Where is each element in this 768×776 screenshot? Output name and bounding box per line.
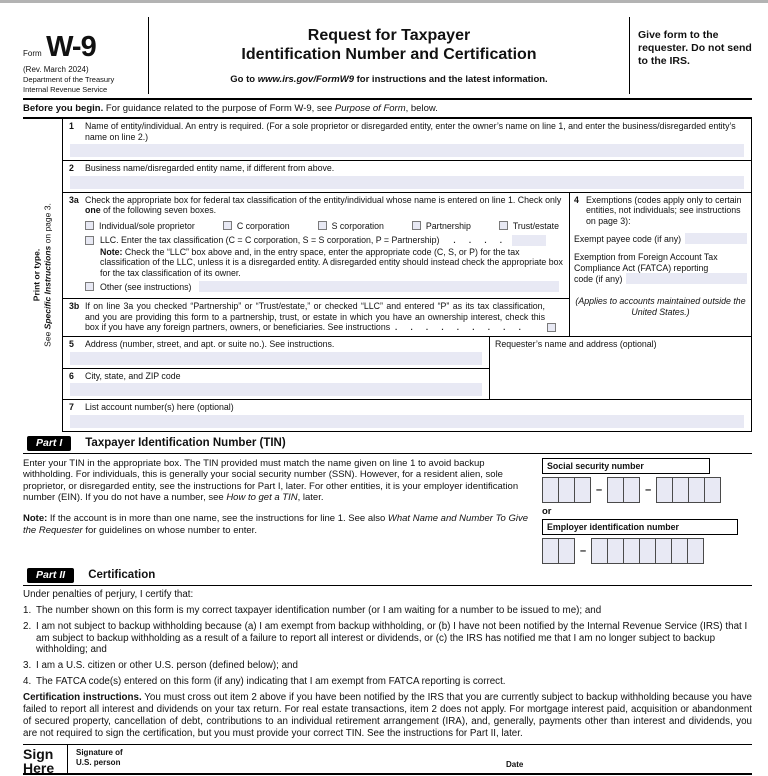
form-id-block [23, 17, 148, 94]
fatca-label: Exemption from Foreign Account Tax Compliance Act (FATCA) reporting [574, 252, 718, 273]
signature-area[interactable]: Signature of U.S. person Date [68, 745, 752, 773]
line3a-number: 3a [69, 194, 79, 205]
department-line1: Department of the Treasury [23, 75, 115, 84]
ein-cells [542, 538, 752, 564]
form-title: Request for Taxpayer Identification Number and Certification [241, 27, 537, 63]
checkbox-item-individual: Individual/sole proprietor [85, 221, 195, 231]
line6-label: City, state, and ZIP code [85, 370, 181, 381]
line3a-label: Check the appropriate box for federal tax classification of the entity/individual whose name is entered on line 1. Check only one of the following seven boxes. [85, 194, 562, 216]
part1-badge: Part I [27, 436, 71, 451]
certification-instructions: Certification instructions. You must cross out item 2 above if you have been notified by the IRS that you are currently subject to backup withholding because you have failed to report all interest and dividends on your tax return. For real estate transactions, item 2 does not apply. For mortgage interest paid, acquisition or abandonment of secured property, cancellation of debt, contributions to an individual retirement arrangement (IRA), and, generally, payments other than interest and dividends, you are not required to sign the certification, but you must provide your correct TIN. See the instructions for Part II, later. [23, 692, 752, 740]
city-state-zip-field[interactable] [70, 383, 482, 396]
certification-item-4: 4. The FATCA code(s) entered on this form (if any) indicating that I am exempt from FATCA reporting is correct. [23, 676, 506, 688]
line5-label: Address (number, street, and apt. or suite no.). See instructions. [85, 339, 335, 350]
llc-note: Note: Check the “LLC” box above and, in the entry space, enter the appropriate code (C, S, or P) for the tax classification of the LLC, unless it is a disregarded entity. A disregarded entity should instead check the appropriate box for the tax classification of its owner. [100, 246, 563, 278]
line2-number: 2 [69, 163, 74, 174]
classification-section [63, 193, 751, 337]
requester-box[interactable] [489, 337, 751, 399]
part2-badge: Part II [27, 568, 74, 583]
ssn-cell[interactable] [607, 477, 624, 503]
ssn-dash: – [645, 483, 652, 496]
fatca-code-field[interactable] [626, 273, 747, 284]
requester-label: Requester’s name and address (optional) [495, 339, 657, 350]
line3b-block [63, 299, 569, 336]
part1-header [23, 433, 752, 454]
ssn-cell[interactable] [656, 477, 673, 503]
partnership-checkbox[interactable] [412, 221, 421, 230]
ein-cell[interactable] [671, 538, 688, 564]
llc-label: LLC. Enter the tax classification (C = C corporation, S = S corporation, P = Partnership) [100, 235, 440, 246]
exempt-payee-code-field[interactable] [685, 233, 747, 244]
ein-cell[interactable] [655, 538, 672, 564]
line2-business-name-field[interactable] [70, 176, 744, 189]
sign-here-section [23, 744, 752, 775]
line4-exemptions-block [569, 193, 751, 336]
line7-number: 7 [69, 402, 74, 413]
ssn-cell[interactable] [558, 477, 575, 503]
line3b-label: If on line 3a you checked “Partnership” or “Trust/estate,” or checked “LLC” and entered “P” as its tax classification, and you are providing this form to a partnership, trust, or estate in which you have an ownership interest, check this box if you have any foreign partners, owners, or beneficiaries. See instructions . . . . . . . . . [85, 301, 545, 333]
irs-url-link[interactable]: www.irs.gov/FormW9 [257, 73, 354, 85]
date-label: Date [506, 759, 524, 769]
trust-estate-checkbox[interactable] [499, 221, 508, 230]
line2-label: Business name/disregarded entity name, if different from above. [85, 163, 335, 174]
other-entry-field[interactable] [199, 281, 559, 292]
line1-label: Name of entity/individual. An entry is required. (For a sole proprietor or disregarded entity, enter the owner’s name on line 1, and enter the business/disregarded entity’s name on line 2.) [85, 121, 736, 142]
llc-classification-entry[interactable] [512, 235, 546, 246]
ein-cell[interactable] [623, 538, 640, 564]
certification-item-1: 1. The number shown on this form is my correct taxpayer identification number (or I am waiting for a number to be issued to me); and [23, 604, 602, 616]
part2-header [23, 565, 752, 586]
form-word: Form [23, 49, 42, 58]
ein-cell[interactable] [687, 538, 704, 564]
s-corporation-checkbox[interactable] [318, 221, 327, 230]
ssn-cell[interactable] [688, 477, 705, 503]
line5-row [63, 337, 489, 369]
before-lead: Before you begin. [23, 103, 104, 114]
ssn-cell[interactable] [574, 477, 591, 503]
line1-name-field[interactable] [70, 144, 744, 157]
c-corporation-checkbox[interactable] [223, 221, 232, 230]
ssn-cell[interactable] [704, 477, 721, 503]
llc-checkbox[interactable] [85, 236, 94, 245]
tax-classification-checkboxes [85, 221, 563, 231]
signature-label: Signature of [76, 748, 123, 758]
part2-title: Certification [88, 569, 156, 582]
goto-line: Go to www.irs.gov/FormW9 for instructions and the latest information. [230, 73, 548, 85]
llc-dot-leaders: . . . . [453, 235, 504, 245]
line3b-number: 3b [69, 301, 80, 312]
line7-row [63, 399, 751, 428]
ein-cell[interactable] [558, 538, 575, 564]
ssn-cell[interactable] [623, 477, 640, 503]
form-number: W-9 [46, 31, 96, 63]
ein-cell[interactable] [591, 538, 608, 564]
form-title-block [148, 17, 630, 94]
line1-number: 1 [69, 121, 74, 131]
part1-title: Taxpayer Identification Number (TIN) [85, 437, 286, 450]
certification-item-2: 2. I am not subject to backup withholding because (a) I am exempt from backup withholding, or (b) I have not been notified by the Internal Revenue Service (IRS) that I am subject to backup withholding as a result of a failure to report all interest or dividends, or (c) the IRS has notified me that I am no longer subject to backup withholding; and [23, 620, 748, 656]
sign-here-label: Sign Here [23, 746, 55, 776]
line7-label: List account number(s) here (optional) [85, 402, 234, 413]
ssn-cells [542, 477, 752, 503]
line4-number: 4 [574, 194, 579, 205]
ssn-cell[interactable] [672, 477, 689, 503]
entity-info-table [23, 119, 752, 432]
exempt-payee-row: Exempt payee code (if any) [574, 233, 747, 244]
individual-sole-proprietor-checkbox[interactable] [85, 221, 94, 230]
department-line2: Internal Revenue Service [23, 85, 108, 94]
llc-row [85, 235, 563, 246]
account-numbers-field[interactable] [70, 415, 744, 428]
checkbox-item-partnership: Partnership [412, 221, 471, 231]
line5-number: 5 [69, 339, 74, 350]
other-label: Other (see instructions) [100, 281, 192, 292]
address-section [63, 337, 751, 399]
foreign-partners-checkbox[interactable] [547, 323, 556, 332]
address-field[interactable] [70, 352, 482, 365]
certification-intro: Under penalties of perjury, I certify that: [23, 588, 194, 600]
checkbox-item-s-corp: S corporation [318, 221, 384, 231]
line2-row [63, 161, 751, 193]
fatca-code-row: code (if any) [574, 273, 747, 284]
ssn-cell[interactable] [542, 477, 559, 503]
certification-item-3: 3. I am a U.S. citizen or other U.S. person (defined below); and [23, 660, 298, 672]
before-you-begin: Before you begin. For guidance related to the purpose of Form W-9, see Purpose of Form, below. [23, 100, 752, 119]
print-or-type-sidebar: Print or type. See Specific Instructions on page 3. [31, 203, 53, 348]
certification-body [23, 586, 752, 740]
form-revision: (Rev. March 2024) [23, 65, 89, 74]
applies-note: (Applies to accounts maintained outside the United States.) [575, 296, 746, 318]
ein-cell[interactable] [542, 538, 559, 564]
line6-number: 6 [69, 370, 74, 381]
tin-note: Note: If the account is in more than one name, see the instructions for line 1. See also What Name and Number To Give the Requester for guidelines on whose number to enter. [23, 513, 528, 536]
ein-header: Employer identification number [542, 519, 738, 535]
ssn-dash: – [596, 483, 603, 496]
other-row [85, 281, 563, 292]
ein-dash: – [580, 544, 587, 557]
part1-body [23, 454, 752, 564]
ein-cell[interactable] [639, 538, 656, 564]
or-label: or [542, 505, 552, 517]
checkbox-item-c-corp: C corporation [223, 221, 290, 231]
line6-row [63, 369, 489, 397]
form-header [23, 17, 752, 100]
give-form-note: Give form to the requester. Do not send to the IRS. [638, 29, 752, 68]
ein-cell[interactable] [607, 538, 624, 564]
line3a-block [63, 193, 569, 300]
tin-entry-area [528, 458, 752, 564]
line1-row [63, 119, 751, 161]
line3b-dot-leaders: . . . . . . . . . [395, 323, 523, 333]
line4-label: Exemptions (codes apply only to certain entities, not individuals; see instructions on page 3): [586, 194, 742, 226]
tin-instructions: Enter your TIN in the appropriate box. The TIN provided must match the name given on line 1 to avoid backup withholding. For individuals, this is generally your social security number (SSN). However, for a resident alien, sole proprietor, or disregarded entity, see the instructions for Part I, later. For other entities, it is your employer identification number (EIN). If you do not have a number, see How to get a TIN, later. [23, 457, 519, 504]
other-checkbox[interactable] [85, 282, 94, 291]
ssn-header: Social security number [542, 458, 710, 474]
checkbox-item-trust-estate: Trust/estate [499, 221, 559, 231]
